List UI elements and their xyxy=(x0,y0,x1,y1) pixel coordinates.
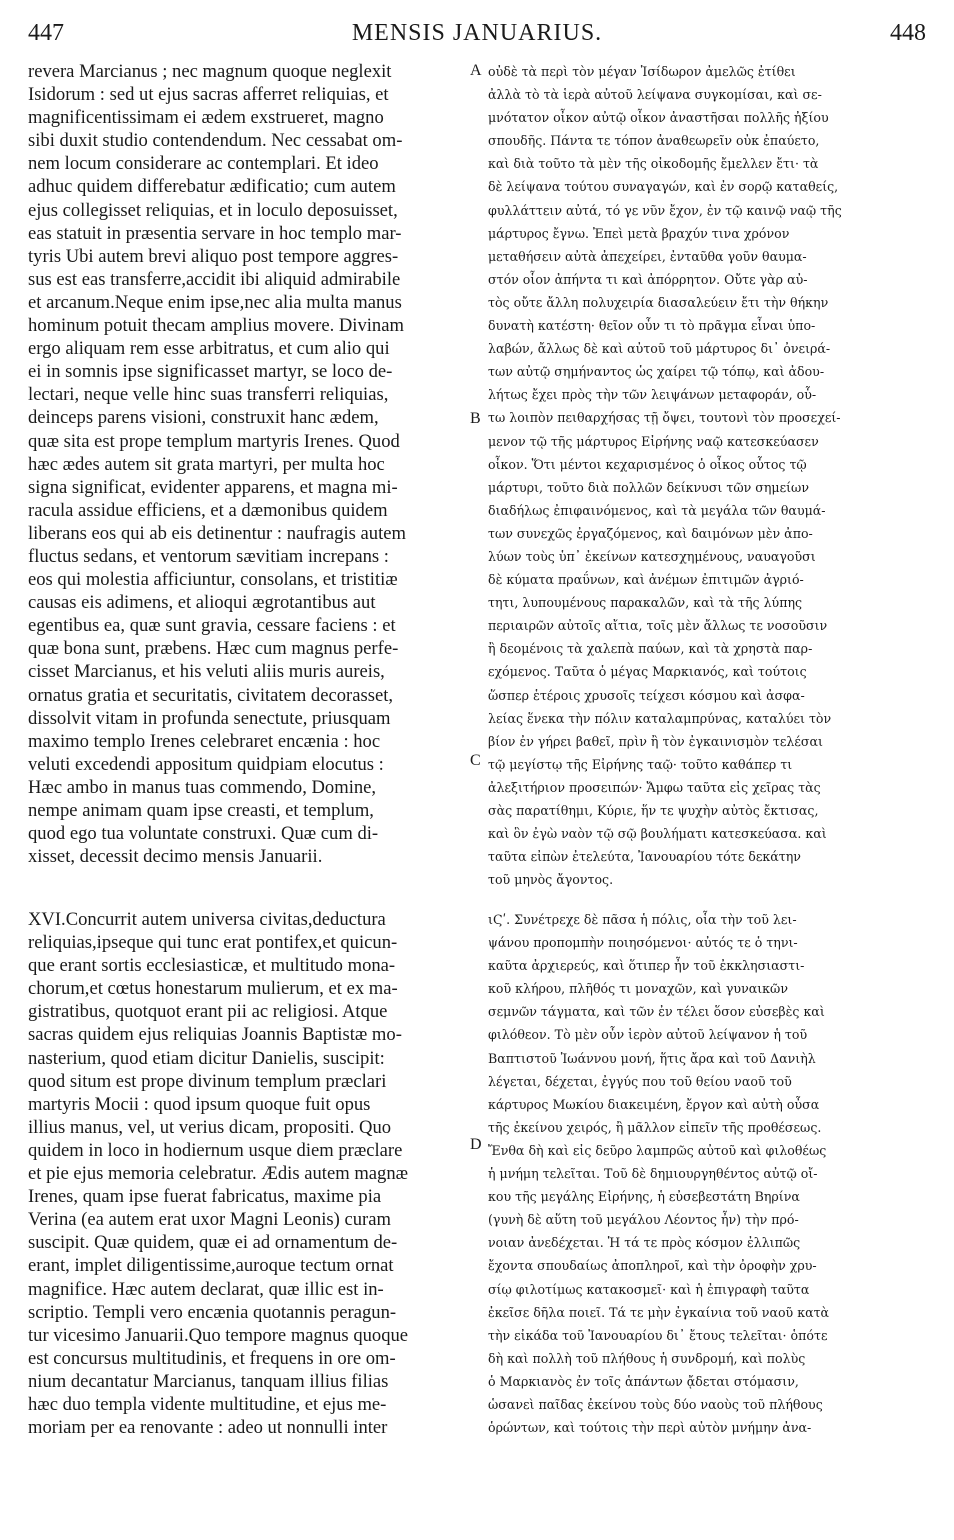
text-line: egentibus ea, quæ sunt gravia, cessare faciens : et xyxy=(28,615,396,637)
text-line: διαδήλως ἐπιφαινόμενος, καὶ τὰ μεγάλα τῶν θαυμά- xyxy=(488,502,826,518)
text-line: ὡσανεὶ παῖδας ἐκείνου τοὺς δύο ναοὺς τοῦ πλήθους xyxy=(488,1396,823,1412)
text-line: est concursus multitudinis, et frequens in ore om- xyxy=(28,1347,396,1369)
text-line: ἡ μνήμη τελεῖται. Τοῦ δὲ δημιουργηθέντος αὐτῷ οἴ- xyxy=(488,1166,818,1182)
text-line: σὰς παρατίθημι, Κύριε, ἥν τε ψυχὴν αὐτὸς ἔκτισας, xyxy=(488,803,819,818)
page-number-left: 447 xyxy=(28,20,64,46)
text-line: δὴ καὶ πολλὴ τοῦ πλήθους ἡ συνδρομή, καὶ πολὺς xyxy=(488,1350,806,1366)
text-line: περιαιρῶν αὐτοῖς αἴτια, τοῖς μὲν ἄλλως τε νοσοῦσιν xyxy=(488,618,828,634)
text-line: nium decantatur Marcianus, tanquam illius filias xyxy=(28,1370,389,1392)
text-line: νοιαν ἀνεδέχεται. Ἡ τά τε πρὸς κόσμον ἐλλιπῶς xyxy=(488,1235,801,1251)
text-line: ἐκεῖσε δῆλα ποιεῖ. Τά τε μὴν ἐγκαίνια τοῦ ναοῦ κατὰ xyxy=(488,1304,830,1320)
text-line: reliquias,ipseque qui tunc erat pontifex,et quicun- xyxy=(28,932,398,954)
latin-column-bottom xyxy=(28,908,466,1439)
page-header xyxy=(28,14,926,52)
text-line: nempe animam quam ipse creasti, et templum, xyxy=(28,800,374,821)
text-line: xisset, decessit decimo mensis Januarii. xyxy=(28,846,323,868)
text-line: ὥσπερ ἑτέροις χρυσοῖς τείχεσι κόσμου καὶ ἀσφα- xyxy=(488,687,805,703)
text-line: λύων τοὺς ὑπ᾽ ἐκείνων κατεσχημένους, ναυαγοῦσι xyxy=(488,548,816,564)
text-line: maximo templo Irenes celebraret encænia : hoc xyxy=(28,730,381,752)
text-line: eos qui molestia afficiuntur, consolans, et tristitiæ xyxy=(28,569,398,591)
text-line: ἀλεξιτήριον προσειπών· Ἄμφω ταῦτα εἰς χεῖρας τὰς xyxy=(488,779,821,795)
text-line: (γυνὴ δὲ αὕτη τοῦ μεγάλου Λέοντος ἦν) τὴν πρό- xyxy=(488,1212,799,1228)
text-line: φυλλάττειν αὐτά, τό γε νῦν ἔχον, ἐν τῷ καινῷ ναῷ τῆς xyxy=(488,202,842,218)
text-line: quod situm est prope divinum templum præclari xyxy=(28,1070,387,1092)
text-line: καὶ διὰ τοῦτο τὰ μὲν τῆς οἰκοδομῆς ἔμελλεν ἔτι· τὰ xyxy=(488,156,819,172)
text-line: δυνατὴ κατέστη· θεῖον οὖν τι τὸ πρᾶγμα εἶναι ὑπο- xyxy=(488,318,816,334)
text-line: racula assidue efficiens, et a dæmonibus quidem xyxy=(28,499,388,521)
text-line: βίον ἐν γήρει βαθεῖ, πρὶν ἢ τὸν ἐγκαινισμὸν τελέσαι xyxy=(488,733,823,749)
text-line: sibi duxit studio contendendum. Nec cessabat om- xyxy=(28,130,403,152)
text-line: ergo aliquam rem esse arbitratus, et cum alio qui xyxy=(28,338,390,360)
text-line: nem locum considerare ac contemplari. Et ideo xyxy=(28,153,379,175)
text-line: μενον τῷ τῆς μάρτυρος Εἰρήνης ναῷ κατεσκεύασεν xyxy=(488,433,819,449)
text-line: Verina (ea autem erat uxor Magni Leonis) curam xyxy=(28,1209,391,1231)
text-line: chorum,et cœtus honestarum mulierum, et ex ma- xyxy=(28,978,398,1000)
text-line: quæ bona sunt, præbens. Hæc cum magnus perfe- xyxy=(28,638,399,660)
text-line: que erant sortis ecclesiasticæ, et multitudo mona- xyxy=(28,955,396,977)
text-line: sacras quidem ejus reliquias Joannis Baptistæ mo- xyxy=(28,1024,402,1046)
text-line: eas statuit in præsentia servare in hoc templo mar- xyxy=(28,222,402,244)
text-line: martyris Mocii : quod ipsum quoque fuit opus xyxy=(28,1093,371,1115)
greek-column-bottom xyxy=(488,908,938,1439)
text-line: κου τῆς μεγάλης Εἰρήνης, ἡ εὐσεβεστάτη Βηρίνα xyxy=(488,1189,800,1205)
text-line: στόν οἷον ἀπήντα τι καὶ ἀπόρρητον. Οὔτε γὰρ αὐ- xyxy=(488,271,808,287)
text-line: ἢ δεομένοις τὰ χαλεπὰ παύων, καὶ τὰ χρηστὰ παρ- xyxy=(488,641,813,657)
text-line: erant, implet diligentissime,auroque tectum ornat xyxy=(28,1255,394,1277)
text-line: hominum potuit thecam amplius movere. Divinam xyxy=(28,315,404,337)
text-line: sus est eas transferre,accidit ibi aliquid admirabile xyxy=(28,268,401,290)
text-line: ιϚʹ. Συνέτρεχε δὲ πᾶσα ἡ πόλις, οἷα τὴν τοῦ λει- xyxy=(488,912,797,927)
text-line: Hæc ambo in manus tuas commendo, Domine, xyxy=(28,776,377,798)
page-number-right: 448 xyxy=(890,20,926,46)
text-line: ὁ Μαρκιανὸς ἐν τοῖς ἁπάντων ᾄδεται στόμασιν, xyxy=(488,1373,799,1389)
text-line: XVI.Concurrit autem universa civitas,deductura xyxy=(28,909,386,930)
text-line: οὐδὲ τὰ περὶ τὸν μέγαν Ἰσίδωρον ἀμελῶς ἐτίθει xyxy=(488,64,796,79)
text-line: adhuc quidem differebatur ædificatio; cum autem xyxy=(28,176,396,198)
text-line: κάρτυρος Μωκίου διακειμένη, ἔργον καὶ αὐτὴ οὖσα xyxy=(488,1096,820,1112)
margin-marker-b: B xyxy=(470,410,481,427)
text-line: ornatus gratia et securitatis, civitatem decorasset, xyxy=(28,684,394,706)
text-line: μάρτυρι, τοῦτο διὰ πολλῶν δείκνυσι τῶν σημείων xyxy=(488,479,809,495)
text-line: gistratibus, quotquot erant pii ac religiosi. Atque xyxy=(28,1001,388,1023)
text-line: quæ sita est prope templum martyris Irenes. Quod xyxy=(28,430,400,452)
text-line: illius manus, vel, ut verius dicam, propositi. Quo xyxy=(28,1116,392,1138)
margin-marker-a: A xyxy=(470,62,482,79)
running-title: MENSIS JANUARIUS. xyxy=(351,20,603,46)
text-line: λήτως ἔχει πρὸς τὴν τῶν λειψάνων μεταφοράν, οὗ- xyxy=(488,387,817,403)
text-line: λείας ἕνεκα τὴν πόλιν καταλαμπρύνας, καταλύει τὸν xyxy=(488,710,832,726)
text-line: nasterium, quod etiam dicitur Danielis, suscipit: xyxy=(28,1047,385,1069)
text-line: λαβών, ἄλλως δὲ καὶ αὐτοῦ τοῦ μάρτυρος δι᾽ ὀνειρά- xyxy=(488,341,831,357)
text-line: Ἔνθα δὴ καὶ εἰς δεῦρο λαμπρῶς αὐτοῦ καὶ φιλοθέως xyxy=(488,1142,827,1158)
margin-marker-c: C xyxy=(470,752,481,769)
text-line: fluctus sedans, et ventorum sævitiam increpans : xyxy=(28,545,389,567)
text-line: μεταθήσειν αὐτὰ ἀπεχείρει, ἐνταῦθα γοῦν θαυμα- xyxy=(488,248,807,264)
text-line: ἔχοντα σπουδαίως ἀποπληροῖ, καὶ τὴν ὀροφὴν χρυ- xyxy=(488,1258,817,1274)
text-line: liberans eos qui ab eis detinentur : naufragis autem xyxy=(28,522,406,544)
text-line: των αὐτῷ σημήναντος ὡς χαίρει τῷ τόπῳ, καὶ ἀδου- xyxy=(488,364,825,380)
text-line: τοῦ μηνὸς ἄγοντος. xyxy=(488,872,614,888)
text-line: τὸς οὔτε ἄλλη πολυχειρία διασαλεύειν ἔτι τὴν θήκην xyxy=(488,294,829,310)
text-line: tyris Ubi autem brevi aliquo post tempore aggres- xyxy=(28,245,399,267)
text-line: deinceps parens visioni, construxit hanc ædem, xyxy=(28,407,379,429)
text-line: μνότατον οἶκον αὐτῷ οἶκον ἀναστῆσαι πολλῆς ἠξίου xyxy=(488,110,829,126)
text-line: magnificentissimam ei ædem exstrueret, magno xyxy=(28,107,384,129)
latin-column-top xyxy=(28,60,466,868)
text-line: signa significat, evidenter apparens, et magna mi- xyxy=(28,476,398,498)
text-line: σπουδῆς. Πάντα τε τόπον ἀναθεωρεῖν οὐκ ἐπαύετο, xyxy=(488,133,820,149)
text-line: et pie ejus memoria celebratur. Ædis autem magnæ xyxy=(28,1163,409,1185)
text-line: ταῦτα εἰπὼν ἐτελεύτα, Ἰανουαρίου τότε δεκάτην xyxy=(488,849,801,865)
text-line: τῆς ἐκείνου χειρός, ἢ μᾶλλον εἰπεῖν τῆς προθέσεως. xyxy=(488,1119,822,1135)
text-line: καῦτα ἀρχιερεύς, καὶ ὅτιπερ ἦν τοῦ ἐκκλησιαστι- xyxy=(488,958,805,974)
text-line: ejus collegisset reliquias, et in loculo deposuisset, xyxy=(28,199,398,221)
text-line: σεμνῶν τάγματα, καὶ τῶν ἐν τέλει ὅσον εὐσεβὲς καὶ xyxy=(488,1004,825,1020)
text-line: quod ego tua voluntate construxi. Quæ cum di- xyxy=(28,823,379,845)
text-line: καὶ ὃν ἐγὼ ναὸν τῷ σῷ βουλήματι κατεσκεύασα. καὶ xyxy=(488,826,827,842)
text-line: et arcanum.Neque enim ipse,nec alia multa manus xyxy=(28,291,402,313)
text-line: hæc duo templa vidente multitudine, et ejus me- xyxy=(28,1393,387,1415)
text-line: τω λοιπὸν πειθαρχήσας τῇ ὄψει, τουτονὶ τὸν προσεχεί- xyxy=(488,410,841,426)
text-line: οἶκον. Ὅτι μέντοι κεχαρισμένος ὁ οἶκος οὗτος τῷ xyxy=(488,456,807,472)
text-line: dissolvit vitam in profunda senectute, priusquam xyxy=(28,707,391,729)
text-line: hæc ædes autem sit grata martyri, per multa hoc xyxy=(28,453,385,475)
text-line: lectari, neque velle hinc suas transferri reliquias, xyxy=(28,384,389,406)
text-line: τὴν εἰκάδα τοῦ Ἰανουαρίου δι᾽ ἔτους τελεῖται· ὁπότε xyxy=(488,1327,828,1343)
text-line: scriptio. Templi vero encænia quotannis peragun- xyxy=(28,1301,397,1323)
text-line: veluti excedendi appositum quidpiam elocutus : xyxy=(28,753,384,775)
text-line: ὁρώντων, καὶ τούτοις τὴν περὶ αὐτὸν μνήμην ἀνα- xyxy=(488,1420,812,1436)
text-line: ψάνου προπομπὴν ποιησόμενοι· αὐτός τε ὁ τηνι- xyxy=(488,935,798,951)
text-line: δὲ κύματα πραΰνων, καὶ ἀνέμων ἐπιτιμῶν ἀγριό- xyxy=(488,572,804,588)
text-line: κοῦ κλήρου, πλῆθός τι μοναχῶν, καὶ γυναικῶν xyxy=(488,981,788,997)
text-line: τητι, λυπουμένους παρακαλῶν, καὶ τὰ τῆς λύπης xyxy=(488,595,803,611)
text-line: Isidorum : sed ut ejus sacras afferret reliquias, et xyxy=(28,84,389,106)
text-line: revera Marcianus ; nec magnum quoque neglexit xyxy=(28,61,392,82)
text-line: tur vicesimo Januarii.Quo tempore magnus quoque xyxy=(28,1324,409,1346)
text-line: μάρτυρος ἔγνω. Ἐπεὶ μετὰ βραχύν τινα χρόνον xyxy=(488,225,790,241)
text-line: φιλόθεον. Τὸ μὲν οὖν ἱερὸν αὐτοῦ λείψανον ἡ τοῦ xyxy=(488,1027,808,1043)
greek-column-top xyxy=(488,60,938,891)
text-line: εχόμενος. Ταῦτα ὁ μέγας Μαρκιανός, καὶ τούτοις xyxy=(488,664,807,680)
text-line: τῷ μεγίστῳ τῆς Εἰρήνης ταῷ· τοῦτο καθάπερ τι xyxy=(488,756,793,772)
text-line: σίῳ φιλοτίμως κατακοσμεῖ· καὶ ἡ ἐπιγραφὴ ταῦτα xyxy=(488,1281,810,1297)
text-line: magnifice. Hæc autem declarat, quæ illic est in- xyxy=(28,1278,384,1300)
text-line: quidem in loco in hodiernum usque diem præclare xyxy=(28,1139,403,1161)
text-line: Irenes, quam ipse fuerat fabricatus, maxime pia xyxy=(28,1186,382,1208)
text-line: cisset Marcianus, et his veluti aliis muris aureis, xyxy=(28,661,385,683)
margin-marker-d: D xyxy=(470,1136,482,1153)
text-line: causas eis adimens, et alioqui ægrotantibus aut xyxy=(28,592,376,614)
text-line: των συνεχῶς ἐργαζόμενος, καὶ δαιμόνων μὲν ἀπο- xyxy=(488,525,813,541)
text-line: δὲ λείψανα τούτου συναγαγών, καὶ ἐν σορῷ καταθείς, xyxy=(488,179,839,195)
text-line: ei in somnis ipse significasset martyr, se loco de- xyxy=(28,361,393,383)
text-line: moriam per ea renovante : adeo ut nonnulli inter xyxy=(28,1417,388,1439)
text-line: Βαπτιστοῦ Ἰωάννου μονή, ἥτις ἄρα καὶ τοῦ Δανιὴλ xyxy=(488,1050,816,1066)
text-line: λέγεται, δέχεται, ἐγγύς που τοῦ θείου ναοῦ τοῦ xyxy=(488,1073,792,1089)
text-line: ἀλλὰ τὸ τὰ ἱερὰ αὐτοῦ λείψανα συγκομίσαι, καὶ σε- xyxy=(488,87,822,103)
text-line: suscipit. Quæ quidem, quæ ei ad ornamentum de- xyxy=(28,1232,398,1254)
